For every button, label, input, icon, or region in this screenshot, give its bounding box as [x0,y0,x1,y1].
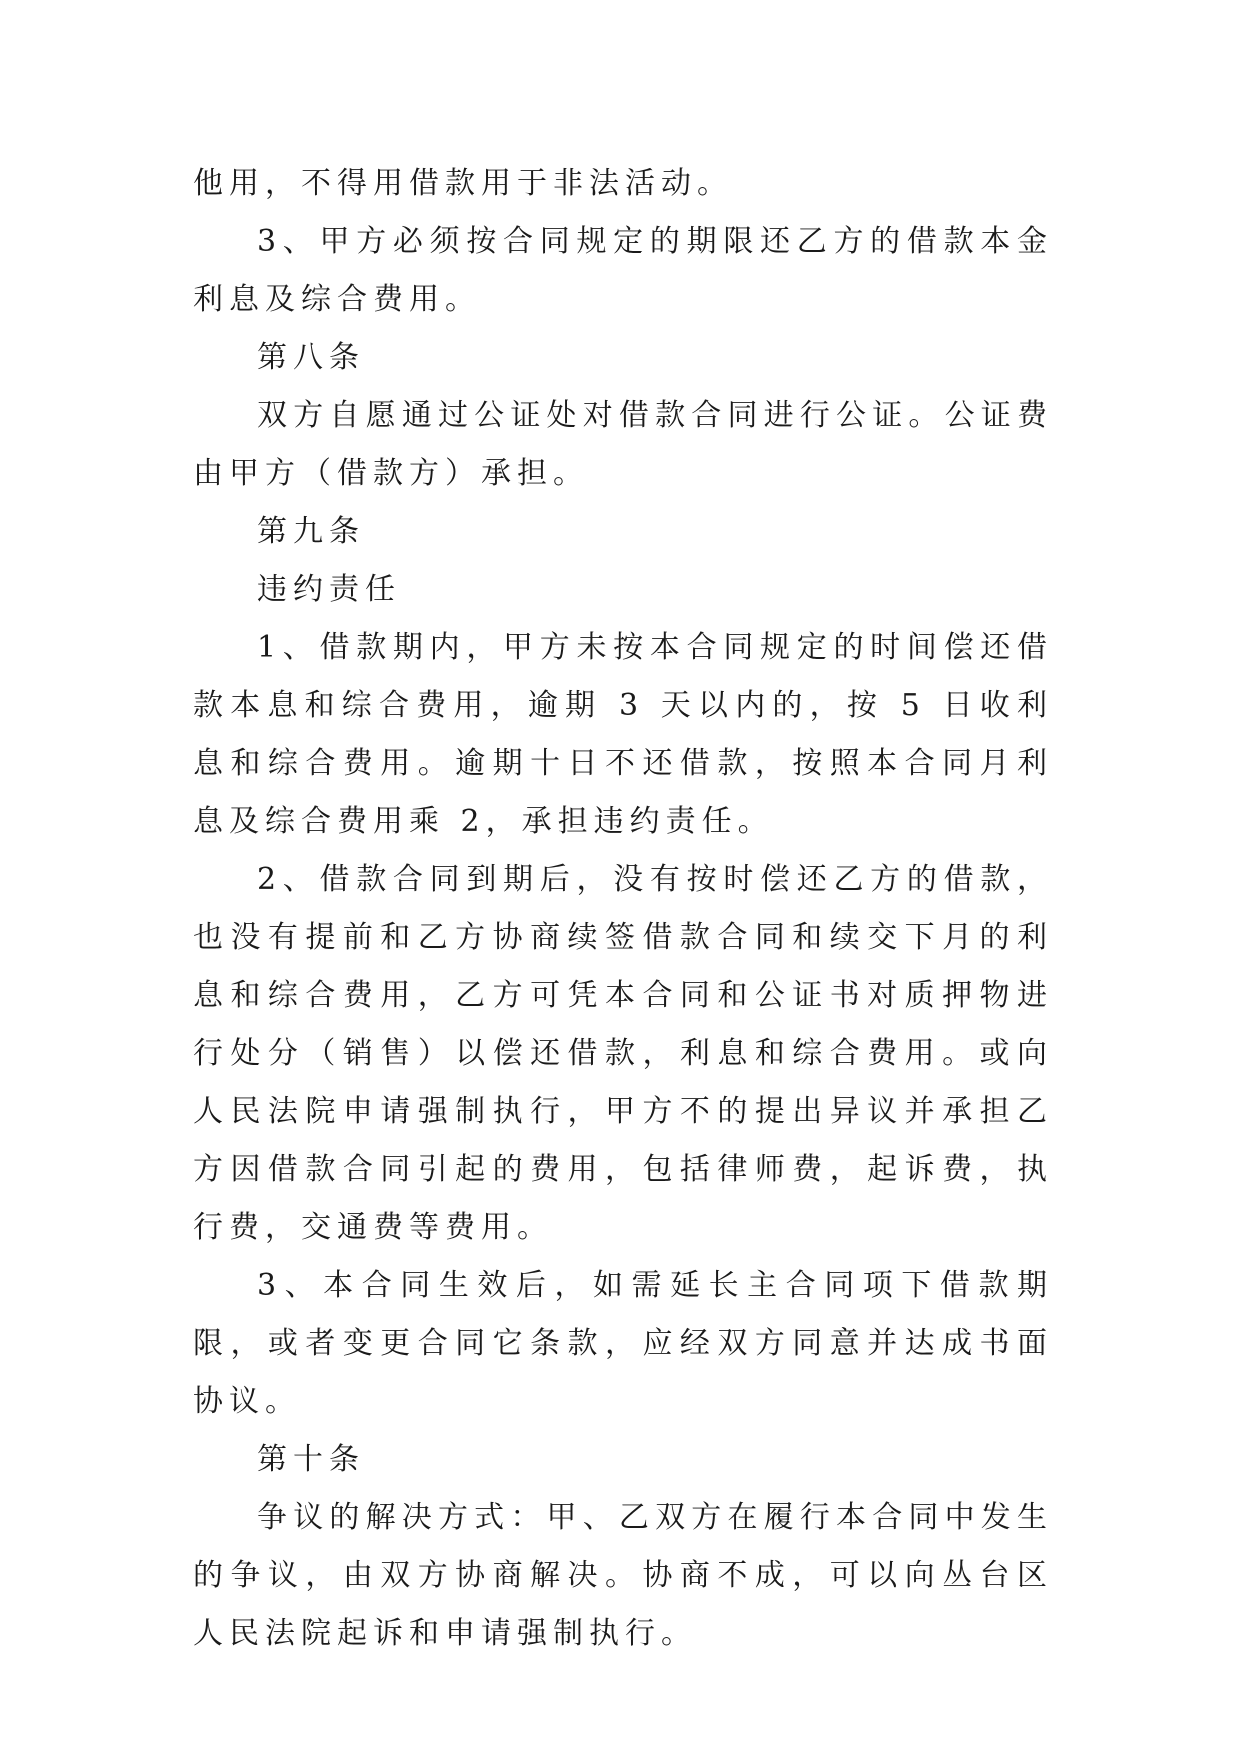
paragraph-continuation: 他用，不得用借款用于非法活动。 [193,166,733,201]
paragraph-clause-7-3: 3、甲方必须按合同规定的期限还乙方的借款本金利息及综合费用。 [193,224,1053,317]
paragraph-clause-9-1: 1、借款期内，甲方未按本合同规定的时间偿还借款本息和综合费用，逾期 3 天以内的，按 5 日收利息和综合费用。逾期十日不还借款，按照本合同月利息及综合费用乘 2，承担违约责任。 [193,630,1053,839]
heading-article-9: 第九条 [257,514,365,549]
heading-article-10: 第十条 [257,1442,365,1477]
paragraph-article-10: 争议的解决方式：甲、乙双方在履行本合同中发生的争议，由双方协商解决。协商不成，可以向丛台区人民法院起诉和申请强制执行。 [193,1500,1053,1651]
heading-breach-liability: 违约责任 [257,572,401,607]
paragraph-article-8: 双方自愿通过公证处对借款合同进行公证。公证费由甲方（借款方）承担。 [193,398,1053,491]
heading-article-8: 第八条 [257,340,365,375]
document-body [193,155,1053,1663]
paragraph-clause-9-2: 2、借款合同到期后，没有按时偿还乙方的借款，也没有提前和乙方协商续签借款合同和续交下月的利息和综合费用，乙方可凭本合同和公证书对质押物进行处分（销售）以偿还借款，利息和综合费用。或向人民法院申请强制执行，甲方不的提出异议并承担乙方因借款合同引起的费用，包括律师费，起诉费，执行费，交通费等费用。 [193,862,1053,1245]
paragraph-clause-9-3: 3、本合同生效后，如需延长主合同项下借款期限，或者变更合同它条款，应经双方同意并达成书面协议。 [193,1268,1053,1419]
